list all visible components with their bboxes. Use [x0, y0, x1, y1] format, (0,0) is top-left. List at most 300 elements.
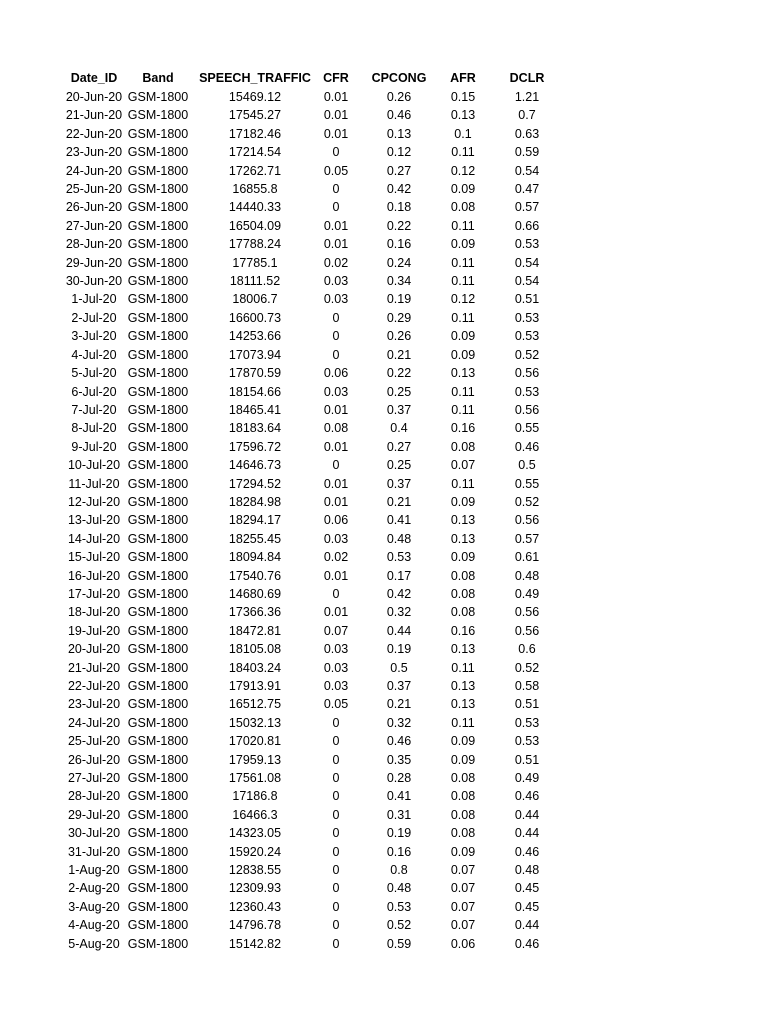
cfr-cell[interactable]: 0.03: [323, 531, 349, 546]
afr-cell[interactable]: 0.11: [451, 274, 475, 289]
speech-traffic-cell[interactable]: 17186.8: [232, 789, 278, 804]
speech-traffic-cell[interactable]: 17540.76: [228, 568, 282, 583]
date-cell[interactable]: 15-Jul-20: [67, 550, 121, 565]
dclr-cell[interactable]: 0.66: [514, 218, 540, 233]
cpcong-cell[interactable]: 0.37: [386, 476, 412, 491]
speech-traffic-cell[interactable]: 16504.09: [228, 218, 282, 233]
dclr-cell[interactable]: 0.48: [514, 863, 540, 878]
afr-cell[interactable]: 0.11: [451, 476, 475, 491]
date-cell[interactable]: 13-Jul-20: [67, 513, 121, 528]
speech-traffic-cell[interactable]: 18006.7: [232, 292, 278, 307]
date-cell[interactable]: 21-Jul-20: [67, 660, 121, 675]
cfr-cell[interactable]: 0.03: [323, 384, 349, 399]
speech-traffic-cell[interactable]: 17870.59: [228, 366, 282, 381]
cpcong-cell[interactable]: 0.17: [386, 568, 412, 583]
cpcong-cell[interactable]: 0.29: [386, 310, 412, 325]
cfr-cell[interactable]: 0.06: [323, 513, 349, 528]
afr-cell[interactable]: 0.07: [450, 918, 476, 933]
dclr-cell[interactable]: 0.7: [518, 108, 536, 123]
afr-cell[interactable]: 0.08: [450, 789, 476, 804]
speech-traffic-cell[interactable]: 17561.08: [228, 771, 282, 786]
column-header-date-id[interactable]: Date_ID: [70, 71, 118, 85]
date-cell[interactable]: 28-Jul-20: [67, 789, 121, 804]
cfr-cell[interactable]: 0: [332, 844, 340, 859]
cfr-cell[interactable]: 0: [332, 918, 340, 933]
cpcong-cell[interactable]: 0.59: [386, 936, 412, 951]
afr-cell[interactable]: 0.11: [451, 255, 475, 270]
afr-cell[interactable]: 0.08: [450, 826, 476, 841]
dclr-cell[interactable]: 0.51: [514, 292, 540, 307]
cfr-cell[interactable]: 0: [332, 863, 340, 878]
cpcong-cell[interactable]: 0.19: [386, 642, 412, 657]
date-cell[interactable]: 23-Jun-20: [65, 145, 123, 160]
cfr-cell[interactable]: 0.01: [323, 494, 349, 509]
cfr-cell[interactable]: 0: [332, 347, 340, 362]
cfr-cell[interactable]: 0: [332, 752, 340, 767]
band-cell[interactable]: GSM-1800: [127, 200, 189, 215]
date-cell[interactable]: 19-Jul-20: [67, 623, 121, 638]
speech-traffic-cell[interactable]: 18403.24: [228, 660, 282, 675]
afr-cell[interactable]: 0.09: [450, 844, 476, 859]
speech-traffic-cell[interactable]: 18154.66: [228, 384, 282, 399]
dclr-cell[interactable]: 0.54: [514, 163, 540, 178]
date-cell[interactable]: 2-Aug-20: [68, 881, 120, 896]
speech-traffic-cell[interactable]: 16512.75: [228, 697, 282, 712]
dclr-cell[interactable]: 0.57: [514, 200, 540, 215]
date-cell[interactable]: 1-Jul-20: [71, 292, 117, 307]
speech-traffic-cell[interactable]: 18183.64: [228, 421, 282, 436]
band-cell[interactable]: GSM-1800: [127, 936, 189, 951]
column-header-cfr[interactable]: CFR: [323, 71, 349, 85]
date-cell[interactable]: 5-Jul-20: [71, 366, 117, 381]
speech-traffic-cell[interactable]: 12838.55: [228, 863, 282, 878]
cpcong-cell[interactable]: 0.41: [386, 789, 412, 804]
cpcong-cell[interactable]: 0.26: [386, 329, 412, 344]
speech-traffic-cell[interactable]: 17545.27: [228, 108, 282, 123]
cpcong-cell[interactable]: 0.32: [386, 605, 412, 620]
speech-traffic-cell[interactable]: 18465.41: [228, 402, 282, 417]
dclr-cell[interactable]: 0.6: [518, 642, 536, 657]
speech-traffic-cell[interactable]: 14796.78: [228, 918, 282, 933]
afr-cell[interactable]: 0.08: [450, 200, 476, 215]
band-cell[interactable]: GSM-1800: [127, 439, 189, 454]
speech-traffic-cell[interactable]: 15142.82: [228, 936, 282, 951]
speech-traffic-cell[interactable]: 14680.69: [228, 586, 282, 601]
cpcong-cell[interactable]: 0.27: [386, 439, 412, 454]
dclr-cell[interactable]: 0.53: [514, 310, 540, 325]
cpcong-cell[interactable]: 0.52: [386, 918, 412, 933]
band-cell[interactable]: GSM-1800: [127, 605, 189, 620]
afr-cell[interactable]: 0.1: [454, 126, 472, 141]
date-cell[interactable]: 20-Jun-20: [65, 90, 123, 104]
date-cell[interactable]: 16-Jul-20: [67, 568, 121, 583]
speech-traffic-cell[interactable]: 15032.13: [228, 715, 282, 730]
date-cell[interactable]: 29-Jul-20: [67, 807, 121, 822]
dclr-cell[interactable]: 0.54: [514, 255, 540, 270]
cpcong-cell[interactable]: 0.37: [386, 679, 412, 693]
afr-cell[interactable]: 0.07: [450, 881, 476, 896]
dclr-cell[interactable]: 0.56: [514, 402, 540, 417]
speech-traffic-cell[interactable]: 12360.43: [228, 899, 282, 914]
band-cell[interactable]: GSM-1800: [127, 715, 189, 730]
band-cell[interactable]: GSM-1800: [127, 145, 189, 160]
afr-cell[interactable]: 0.11: [451, 218, 475, 233]
dclr-cell[interactable]: 0.61: [514, 550, 540, 565]
afr-cell[interactable]: 0.07: [450, 899, 476, 914]
band-cell[interactable]: GSM-1800: [127, 90, 189, 104]
speech-traffic-cell[interactable]: 14646.73: [228, 458, 282, 473]
cpcong-cell[interactable]: 0.42: [386, 586, 412, 601]
date-cell[interactable]: 9-Jul-20: [71, 439, 117, 454]
date-cell[interactable]: 24-Jul-20: [67, 715, 121, 730]
band-cell[interactable]: GSM-1800: [127, 771, 189, 786]
cpcong-cell[interactable]: 0.19: [386, 826, 412, 841]
dclr-cell[interactable]: 0.56: [514, 623, 540, 638]
band-cell[interactable]: GSM-1800: [127, 568, 189, 583]
cfr-cell[interactable]: 0: [332, 329, 340, 344]
date-cell[interactable]: 21-Jun-20: [65, 108, 123, 123]
cfr-cell[interactable]: 0.03: [323, 642, 349, 657]
afr-cell[interactable]: 0.13: [450, 531, 476, 546]
cpcong-cell[interactable]: 0.46: [386, 108, 412, 123]
cfr-cell[interactable]: 0.02: [323, 550, 349, 565]
dclr-cell[interactable]: 0.56: [514, 366, 540, 381]
date-cell[interactable]: 1-Aug-20: [68, 863, 120, 878]
speech-traffic-cell[interactable]: 15920.24: [228, 844, 282, 859]
date-cell[interactable]: 12-Jul-20: [67, 494, 121, 509]
date-cell[interactable]: 25-Jul-20: [67, 734, 121, 749]
afr-cell[interactable]: 0.11: [451, 384, 475, 399]
cpcong-cell[interactable]: 0.25: [386, 384, 412, 399]
dclr-cell[interactable]: 0.48: [514, 568, 540, 583]
cpcong-cell[interactable]: 0.13: [386, 126, 412, 141]
speech-traffic-cell[interactable]: 17596.72: [228, 439, 282, 454]
cfr-cell[interactable]: 0: [332, 586, 340, 601]
band-cell[interactable]: GSM-1800: [127, 329, 189, 344]
cfr-cell[interactable]: 0.06: [323, 366, 349, 381]
cpcong-cell[interactable]: 0.18: [386, 200, 412, 215]
afr-cell[interactable]: 0.09: [450, 237, 476, 252]
dclr-cell[interactable]: 0.46: [514, 789, 540, 804]
band-cell[interactable]: GSM-1800: [127, 421, 189, 436]
date-cell[interactable]: 31-Jul-20: [67, 844, 121, 859]
cfr-cell[interactable]: 0.01: [323, 218, 349, 233]
band-cell[interactable]: GSM-1800: [127, 274, 189, 289]
cfr-cell[interactable]: 0.01: [323, 439, 349, 454]
band-cell[interactable]: GSM-1800: [127, 182, 189, 197]
date-cell[interactable]: 26-Jul-20: [67, 752, 121, 767]
cfr-cell[interactable]: 0: [332, 182, 340, 197]
column-header-afr[interactable]: AFR: [450, 71, 476, 85]
band-cell[interactable]: GSM-1800: [127, 679, 189, 693]
cfr-cell[interactable]: 0: [332, 771, 340, 786]
speech-traffic-cell[interactable]: 14253.66: [228, 329, 282, 344]
cfr-cell[interactable]: 0.02: [323, 255, 349, 270]
band-cell[interactable]: GSM-1800: [127, 310, 189, 325]
cfr-cell[interactable]: 0.05: [323, 163, 349, 178]
date-cell[interactable]: 22-Jun-20: [65, 126, 123, 141]
cpcong-cell[interactable]: 0.22: [386, 218, 412, 233]
afr-cell[interactable]: 0.09: [450, 347, 476, 362]
speech-traffic-cell[interactable]: 18284.98: [228, 494, 282, 509]
date-cell[interactable]: 17-Jul-20: [67, 586, 121, 601]
cfr-cell[interactable]: 0: [332, 826, 340, 841]
afr-cell[interactable]: 0.09: [450, 182, 476, 197]
date-cell[interactable]: 26-Jun-20: [65, 200, 123, 215]
band-cell[interactable]: GSM-1800: [127, 586, 189, 601]
cpcong-cell[interactable]: 0.48: [386, 881, 412, 896]
speech-traffic-cell[interactable]: 17214.54: [228, 145, 282, 160]
cpcong-cell[interactable]: 0.26: [386, 90, 412, 104]
cfr-cell[interactable]: 0.01: [323, 402, 349, 417]
speech-traffic-cell[interactable]: 18255.45: [228, 531, 282, 546]
dclr-cell[interactable]: 0.55: [514, 421, 540, 436]
dclr-cell[interactable]: 0.58: [514, 679, 540, 693]
column-header-speech-traffic[interactable]: SPEECH_TRAFFIC: [199, 71, 311, 85]
dclr-cell[interactable]: 0.47: [514, 182, 540, 197]
date-cell[interactable]: 30-Jul-20: [67, 826, 121, 841]
dclr-cell[interactable]: 0.57: [514, 531, 540, 546]
date-cell[interactable]: 14-Jul-20: [67, 531, 121, 546]
date-cell[interactable]: 5-Aug-20: [68, 936, 120, 951]
cpcong-cell[interactable]: 0.31: [386, 807, 412, 822]
band-cell[interactable]: GSM-1800: [127, 126, 189, 141]
date-cell[interactable]: 24-Jun-20: [65, 163, 123, 178]
band-cell[interactable]: GSM-1800: [127, 918, 189, 933]
date-cell[interactable]: 28-Jun-20: [65, 237, 123, 252]
dclr-cell[interactable]: 0.51: [514, 697, 540, 712]
dclr-cell[interactable]: 0.53: [514, 734, 540, 749]
afr-cell[interactable]: 0.13: [450, 366, 476, 381]
cpcong-cell[interactable]: 0.46: [386, 734, 412, 749]
cfr-cell[interactable]: 0: [332, 899, 340, 914]
afr-cell[interactable]: 0.11: [451, 402, 475, 417]
dclr-cell[interactable]: 0.44: [514, 807, 540, 822]
cpcong-cell[interactable]: 0.21: [386, 494, 412, 509]
band-cell[interactable]: GSM-1800: [127, 255, 189, 270]
afr-cell[interactable]: 0.09: [450, 550, 476, 565]
date-cell[interactable]: 20-Jul-20: [67, 642, 121, 657]
cpcong-cell[interactable]: 0.25: [386, 458, 412, 473]
afr-cell[interactable]: 0.07: [450, 458, 476, 473]
date-cell[interactable]: 7-Jul-20: [71, 402, 117, 417]
speech-traffic-cell[interactable]: 17073.94: [228, 347, 282, 362]
band-cell[interactable]: GSM-1800: [127, 899, 189, 914]
speech-traffic-cell[interactable]: 17913.91: [228, 679, 282, 693]
cpcong-cell[interactable]: 0.35: [386, 752, 412, 767]
dclr-cell[interactable]: 0.55: [514, 476, 540, 491]
date-cell[interactable]: 4-Jul-20: [71, 347, 117, 362]
band-cell[interactable]: GSM-1800: [127, 826, 189, 841]
date-cell[interactable]: 3-Jul-20: [71, 329, 117, 344]
band-cell[interactable]: GSM-1800: [127, 844, 189, 859]
cfr-cell[interactable]: 0: [332, 145, 340, 160]
dclr-cell[interactable]: 0.5: [518, 458, 536, 473]
speech-traffic-cell[interactable]: 17959.13: [228, 752, 282, 767]
band-cell[interactable]: GSM-1800: [127, 513, 189, 528]
afr-cell[interactable]: 0.06: [450, 936, 476, 951]
band-cell[interactable]: GSM-1800: [127, 881, 189, 896]
dclr-cell[interactable]: 0.53: [514, 384, 540, 399]
afr-cell[interactable]: 0.16: [450, 623, 476, 638]
afr-cell[interactable]: 0.07: [450, 863, 476, 878]
cfr-cell[interactable]: 0: [332, 310, 340, 325]
dclr-cell[interactable]: 0.63: [514, 126, 540, 141]
cpcong-cell[interactable]: 0.37: [386, 402, 412, 417]
cfr-cell[interactable]: 0: [332, 881, 340, 896]
cfr-cell[interactable]: 0.01: [323, 237, 349, 252]
cpcong-cell[interactable]: 0.19: [386, 292, 412, 307]
afr-cell[interactable]: 0.08: [450, 771, 476, 786]
date-cell[interactable]: 11-Jul-20: [68, 476, 120, 491]
band-cell[interactable]: GSM-1800: [127, 807, 189, 822]
date-cell[interactable]: 27-Jun-20: [65, 218, 123, 233]
dclr-cell[interactable]: 0.52: [514, 660, 540, 675]
date-cell[interactable]: 4-Aug-20: [68, 918, 120, 933]
speech-traffic-cell[interactable]: 18105.08: [228, 642, 282, 657]
afr-cell[interactable]: 0.09: [450, 734, 476, 749]
cpcong-cell[interactable]: 0.21: [386, 347, 412, 362]
date-cell[interactable]: 3-Aug-20: [68, 899, 120, 914]
cfr-cell[interactable]: 0.08: [323, 421, 349, 436]
cfr-cell[interactable]: 0.01: [323, 605, 349, 620]
band-cell[interactable]: GSM-1800: [127, 789, 189, 804]
cfr-cell[interactable]: 0: [332, 807, 340, 822]
speech-traffic-cell[interactable]: 18294.17: [228, 513, 282, 528]
column-header-cpcong[interactable]: CPCONG: [371, 71, 427, 85]
dclr-cell[interactable]: 0.52: [514, 494, 540, 509]
band-cell[interactable]: GSM-1800: [127, 458, 189, 473]
date-cell[interactable]: 29-Jun-20: [65, 255, 123, 270]
afr-cell[interactable]: 0.09: [450, 494, 476, 509]
band-cell[interactable]: GSM-1800: [127, 108, 189, 123]
dclr-cell[interactable]: 0.46: [514, 936, 540, 951]
afr-cell[interactable]: 0.08: [450, 605, 476, 620]
dclr-cell[interactable]: 0.54: [514, 274, 540, 289]
speech-traffic-cell[interactable]: 17262.71: [228, 163, 282, 178]
cpcong-cell[interactable]: 0.28: [386, 771, 412, 786]
afr-cell[interactable]: 0.11: [451, 660, 475, 675]
cpcong-cell[interactable]: 0.21: [386, 697, 412, 712]
speech-traffic-cell[interactable]: 17182.46: [228, 126, 282, 141]
dclr-cell[interactable]: 0.59: [514, 145, 540, 160]
date-cell[interactable]: 23-Jul-20: [67, 697, 121, 712]
afr-cell[interactable]: 0.13: [450, 679, 476, 693]
speech-traffic-cell[interactable]: 16600.73: [228, 310, 282, 325]
speech-traffic-cell[interactable]: 16466.3: [232, 807, 278, 822]
date-cell[interactable]: 25-Jun-20: [65, 182, 123, 197]
speech-traffic-cell[interactable]: 16855.8: [232, 182, 278, 197]
speech-traffic-cell[interactable]: 17366.36: [228, 605, 282, 620]
speech-traffic-cell[interactable]: 17294.52: [228, 476, 282, 491]
cpcong-cell[interactable]: 0.22: [386, 366, 412, 381]
dclr-cell[interactable]: 1.21: [514, 90, 540, 104]
afr-cell[interactable]: 0.13: [450, 108, 476, 123]
cfr-cell[interactable]: 0.01: [323, 476, 349, 491]
speech-traffic-cell[interactable]: 14440.33: [228, 200, 282, 215]
band-cell[interactable]: GSM-1800: [127, 752, 189, 767]
cfr-cell[interactable]: 0.01: [323, 568, 349, 583]
cpcong-cell[interactable]: 0.5: [390, 660, 408, 675]
cfr-cell[interactable]: 0: [332, 936, 340, 951]
date-cell[interactable]: 18-Jul-20: [67, 605, 121, 620]
afr-cell[interactable]: 0.08: [450, 807, 476, 822]
date-cell[interactable]: 8-Jul-20: [71, 421, 117, 436]
afr-cell[interactable]: 0.11: [451, 310, 475, 325]
cpcong-cell[interactable]: 0.8: [390, 863, 408, 878]
cpcong-cell[interactable]: 0.16: [386, 844, 412, 859]
band-cell[interactable]: GSM-1800: [127, 366, 189, 381]
date-cell[interactable]: 6-Jul-20: [71, 384, 117, 399]
band-cell[interactable]: GSM-1800: [127, 642, 189, 657]
dclr-cell[interactable]: 0.45: [514, 899, 540, 914]
dclr-cell[interactable]: 0.56: [514, 605, 540, 620]
cfr-cell[interactable]: 0: [332, 200, 340, 215]
cfr-cell[interactable]: 0.01: [323, 126, 349, 141]
date-cell[interactable]: 27-Jul-20: [67, 771, 121, 786]
afr-cell[interactable]: 0.08: [450, 586, 476, 601]
speech-traffic-cell[interactable]: 14323.05: [228, 826, 282, 841]
band-cell[interactable]: GSM-1800: [127, 697, 189, 712]
afr-cell[interactable]: 0.11: [451, 715, 475, 730]
cpcong-cell[interactable]: 0.41: [386, 513, 412, 528]
cpcong-cell[interactable]: 0.42: [386, 182, 412, 197]
date-cell[interactable]: 2-Jul-20: [71, 310, 117, 325]
date-cell[interactable]: 22-Jul-20: [67, 679, 121, 693]
dclr-cell[interactable]: 0.49: [514, 586, 540, 601]
cpcong-cell[interactable]: 0.48: [386, 531, 412, 546]
afr-cell[interactable]: 0.12: [450, 292, 476, 307]
cfr-cell[interactable]: 0: [332, 789, 340, 804]
band-cell[interactable]: GSM-1800: [127, 531, 189, 546]
dclr-cell[interactable]: 0.56: [514, 513, 540, 528]
dclr-cell[interactable]: 0.52: [514, 347, 540, 362]
afr-cell[interactable]: 0.08: [450, 568, 476, 583]
cpcong-cell[interactable]: 0.53: [386, 899, 412, 914]
cfr-cell[interactable]: 0.07: [323, 623, 349, 638]
cpcong-cell[interactable]: 0.4: [390, 421, 408, 436]
afr-cell[interactable]: 0.12: [450, 163, 476, 178]
cfr-cell[interactable]: 0.01: [323, 90, 349, 104]
speech-traffic-cell[interactable]: 17785.1: [232, 255, 278, 270]
cpcong-cell[interactable]: 0.32: [386, 715, 412, 730]
date-cell[interactable]: 30-Jun-20: [65, 274, 123, 289]
dclr-cell[interactable]: 0.53: [514, 329, 540, 344]
cfr-cell[interactable]: 0.05: [323, 697, 349, 712]
cfr-cell[interactable]: 0.03: [323, 679, 349, 693]
cfr-cell[interactable]: 0: [332, 458, 340, 473]
band-cell[interactable]: GSM-1800: [127, 218, 189, 233]
band-cell[interactable]: GSM-1800: [127, 384, 189, 399]
dclr-cell[interactable]: 0.51: [514, 752, 540, 767]
afr-cell[interactable]: 0.16: [450, 421, 476, 436]
band-cell[interactable]: GSM-1800: [127, 550, 189, 565]
cfr-cell[interactable]: 0.03: [323, 292, 349, 307]
speech-traffic-cell[interactable]: 18094.84: [228, 550, 282, 565]
cfr-cell[interactable]: 0.03: [323, 660, 349, 675]
dclr-cell[interactable]: 0.49: [514, 771, 540, 786]
cpcong-cell[interactable]: 0.34: [386, 274, 412, 289]
speech-traffic-cell[interactable]: 12309.93: [228, 881, 282, 896]
dclr-cell[interactable]: 0.44: [514, 826, 540, 841]
band-cell[interactable]: GSM-1800: [127, 237, 189, 252]
dclr-cell[interactable]: 0.46: [514, 844, 540, 859]
dclr-cell[interactable]: 0.53: [514, 715, 540, 730]
band-cell[interactable]: GSM-1800: [127, 402, 189, 417]
cpcong-cell[interactable]: 0.12: [386, 145, 412, 160]
band-cell[interactable]: GSM-1800: [127, 623, 189, 638]
cpcong-cell[interactable]: 0.27: [386, 163, 412, 178]
